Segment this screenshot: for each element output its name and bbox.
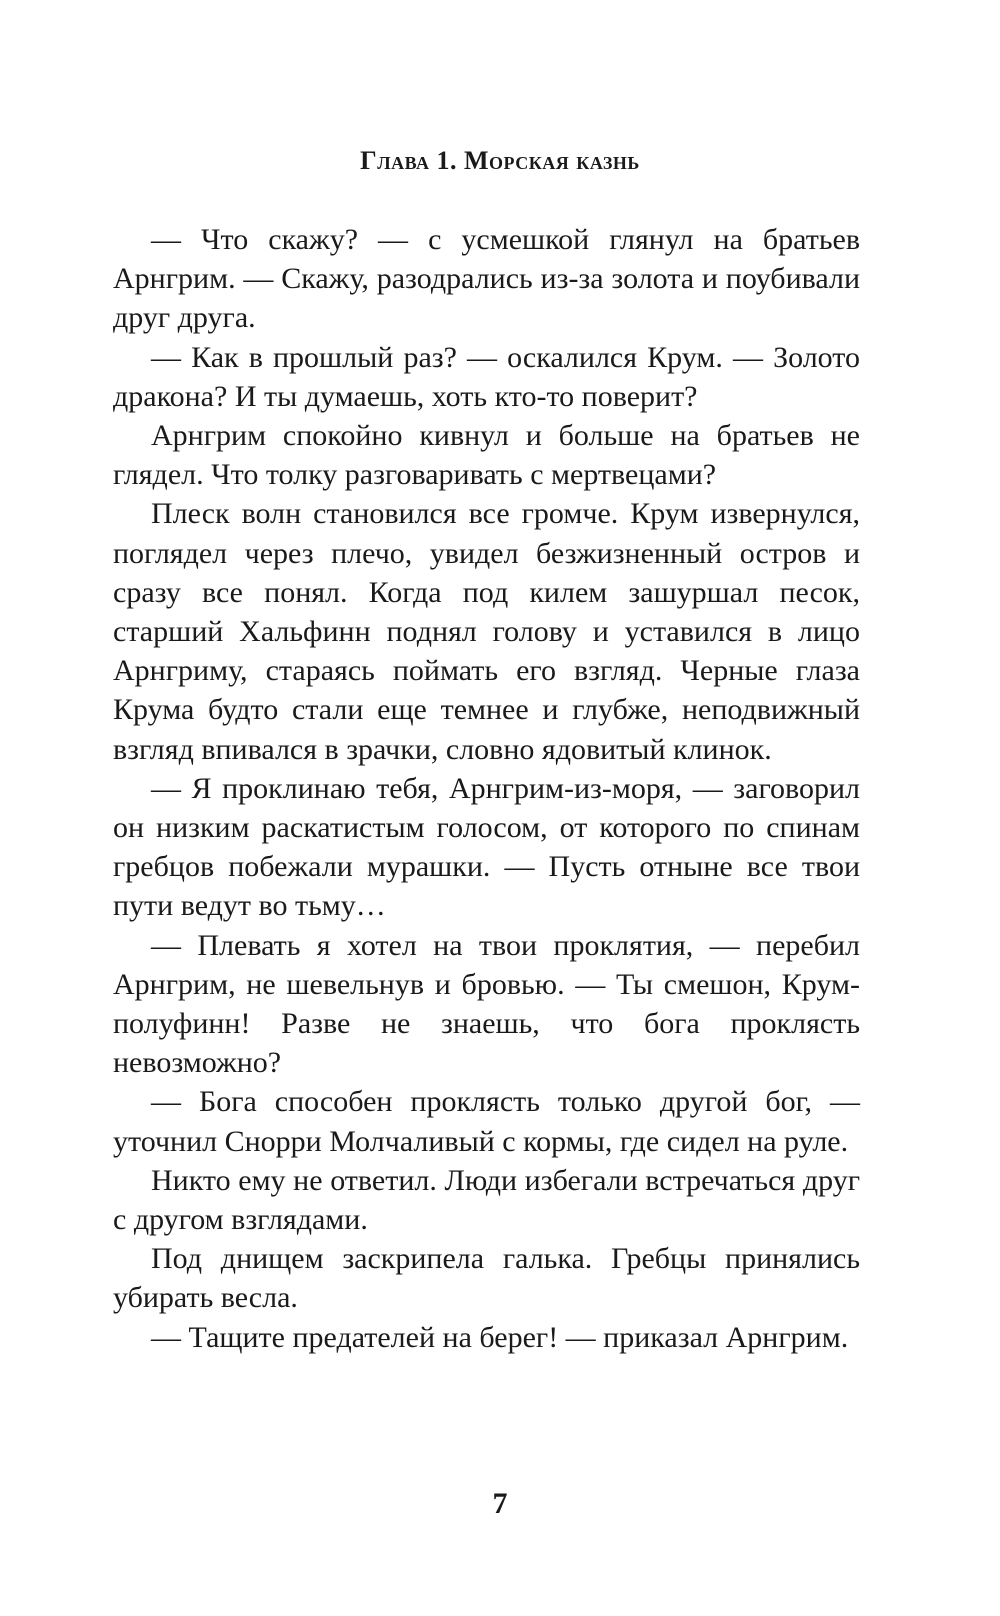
page-number: 7	[492, 1487, 508, 1520]
chapter-body	[113, 220, 860, 1357]
paragraph: — Плевать я хотел на твои проклятия, — перебил Арнгрим, не шевельнув и бровью. — Ты смешон, Крум-полуфинн! Разве не знаешь, что бога проклясть невозможно?	[113, 928, 860, 1080]
paragraph: Арнгрим спокойно кивнул и больше на братьев не глядел. Что толку разговаривать с мертвецами?	[113, 419, 860, 492]
chapter-title: Глава 1. Морская казнь	[360, 146, 640, 175]
paragraph: — Что скажу? — с усмешкой глянул на братьев Арнгрим. — Скажу, разодрались из-за золота и поубивали друг друга.	[113, 223, 860, 335]
paragraph: — Тащите предателей на берег! — приказал Арнгрим.	[151, 1320, 849, 1354]
paragraph: Плеск волн становился все громче. Крум извернулся, поглядел через плечо, увидел безжизненный остров и сразу все понял. Когда под килем зашуршал песок, старший Хальфинн поднял голову и уставился в лицо Арнгриму, стараясь поймать его взгляд. Черные глаза Крума будто стали еще темнее и глубже, неподвижный взгляд впивался в зрачки, словно ядовитый клинок.	[113, 497, 860, 766]
paragraph: — Как в прошлый раз? — оскалился Крум. — Золото дракона? И ты думаешь, хоть кто-то поверит?	[113, 340, 860, 413]
paragraph: Под днищем заскрипела галька. Гребцы принялись убирать весла.	[113, 1242, 860, 1315]
paragraph: — Бога способен проклясть только другой бог, — уточнил Снорри Молчаливый с кормы, где сидел на руле.	[113, 1085, 860, 1158]
paragraph: Никто ему не ответил. Люди избегали встречаться друг с другом взглядами.	[113, 1163, 860, 1237]
paragraph: — Я проклинаю тебя, Арнгрим-из-моря, — заговорил он низким раскатистым голосом, от которого по спинам гребцов побежали мурашки. — Пусть отныне все твои пути ведут во тьму…	[113, 771, 860, 923]
